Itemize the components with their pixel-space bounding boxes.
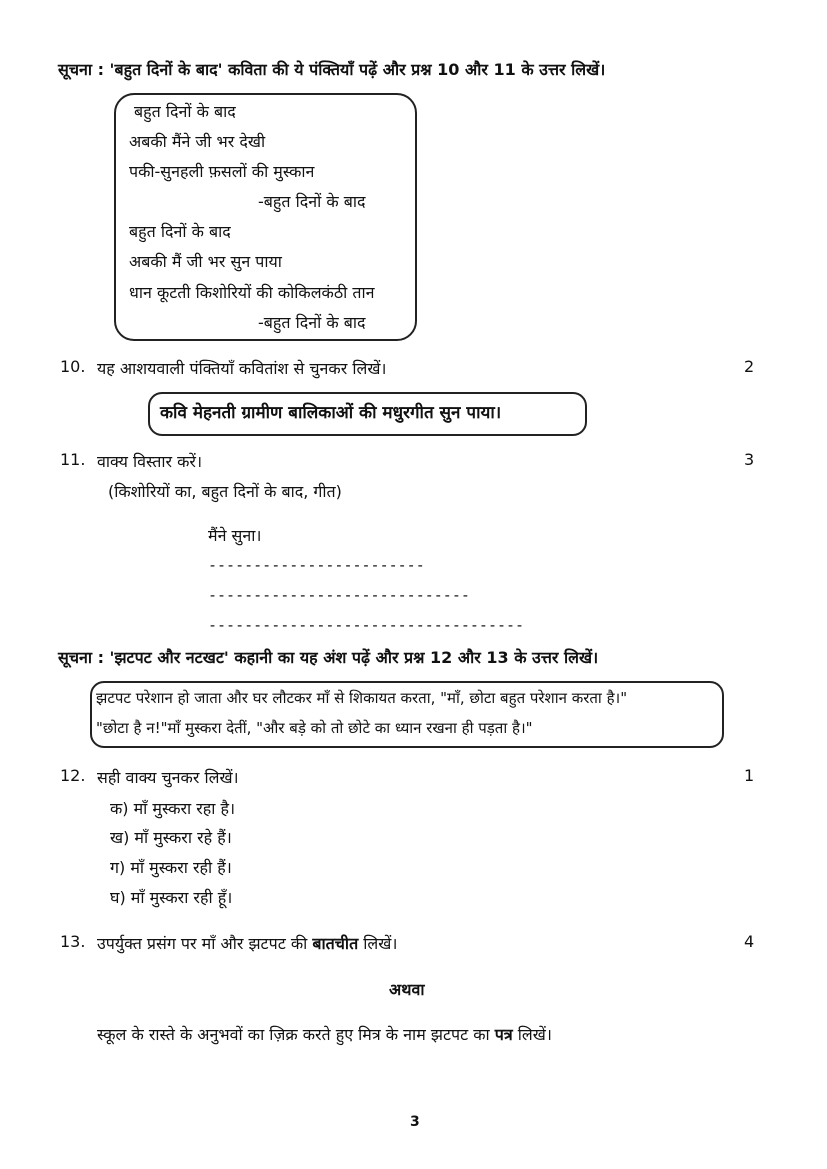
- answer-line: -----------------------------------: [208, 616, 525, 634]
- passage-line: "छोटा है न!"माँ मुस्करा देतीं, "और बड़े को तो छोटे का ध्यान रखना ही पड़ता है।": [96, 719, 533, 737]
- q10-marks: 2: [744, 357, 755, 376]
- alt-text-post: लिखें।: [512, 1025, 552, 1044]
- poem-line: -बहुत दिनों के बाद: [258, 192, 366, 211]
- page-number: 3: [410, 1114, 420, 1130]
- alt-text-bold: पत्र: [494, 1025, 513, 1044]
- q11-sentence: मैंने सुना।: [208, 526, 262, 545]
- answer-line: -----------------------------: [208, 586, 470, 604]
- alt-text-pre: स्कूल के रास्ते के अनुभवों का ज़िक्र करते हुए मित्र के नाम झटपट का: [97, 1025, 495, 1044]
- passage-line: झटपट परेशान हो जाता और घर लौटकर माँ से शिकायत करता, "माँ, छोटा बहुत परेशान करता है।": [96, 689, 628, 707]
- poem-line: बहुत दिनों के बाद: [129, 222, 231, 241]
- notice-poem: सूचना : 'बहुत दिनों के बाद' कविता की ये पंक्तियाँ पढ़ें और प्रश्न 10 और 11 के उत्तर लिखें।: [58, 60, 606, 79]
- or-label: अथवा: [389, 980, 425, 999]
- q12-option: क) माँ मुस्करा रहा है।: [110, 799, 236, 818]
- q10-number: 10.: [60, 357, 86, 376]
- q12-option: ग) माँ मुस्करा रही हैं।: [110, 858, 232, 877]
- q11-marks: 3: [744, 450, 755, 469]
- q13-text-pre: उपर्युक्त प्रसंग पर माँ और झटपट की: [97, 934, 313, 953]
- q12-option: ख) माँ मुस्करा रहे हैं।: [110, 828, 232, 847]
- poem-line: बहुत दिनों के बाद: [134, 102, 236, 121]
- q13-text-post: लिखें।: [358, 934, 398, 953]
- q11-text: वाक्य विस्तार करें।: [97, 452, 203, 471]
- poem-line: पकी-सुनहली फ़सलों की मुस्कान: [129, 162, 315, 181]
- answer-line: ------------------------: [208, 556, 425, 574]
- q13-text: [97, 932, 397, 954]
- poem-line: अबकी मैं जी भर सुन पाया: [129, 252, 282, 271]
- q13-marks: 4: [744, 932, 755, 951]
- notice-story: सूचना : 'झटपट और नटखट' कहानी का यह अंश पढ़ें और प्रश्न 12 और 13 के उत्तर लिखें।: [58, 648, 599, 667]
- poem-line: -बहुत दिनों के बाद: [258, 313, 366, 332]
- alt-question: [97, 1023, 552, 1045]
- q11-words: (किशोरियों का, बहुत दिनों के बाद, गीत): [108, 482, 342, 501]
- q12-marks: 1: [744, 766, 755, 785]
- q12-number: 12.: [60, 766, 86, 785]
- q12-text: सही वाक्य चुनकर लिखें।: [97, 768, 239, 787]
- q13-number: 13.: [60, 932, 86, 951]
- q12-option: घ) माँ मुस्करा रही हूँ।: [110, 888, 233, 907]
- poem-line: धान कूटती किशोरियों की कोकिलकंठी तान: [129, 283, 375, 302]
- poem-line: अबकी मैंने जी भर देखी: [129, 132, 266, 151]
- q11-number: 11.: [60, 450, 86, 469]
- q13-text-bold: बातचीत: [312, 934, 359, 953]
- q10-statement: कवि मेहनती ग्रामीण बालिकाओं की मधुरगीत सुन पाया।: [160, 403, 502, 423]
- q10-text: यह आशयवाली पंक्तियाँ कवितांश से चुनकर लिखें।: [97, 359, 387, 378]
